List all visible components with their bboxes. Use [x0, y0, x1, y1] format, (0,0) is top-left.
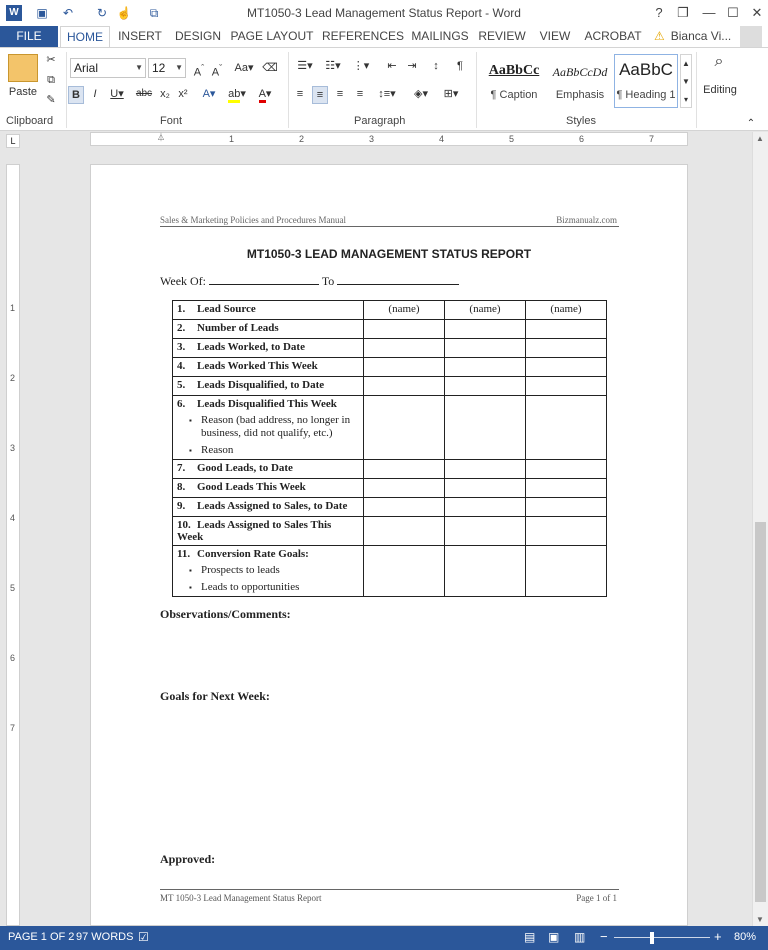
row-label-cell[interactable] [173, 546, 364, 597]
footer-left: MT 1050-3 Lead Management Status Report [160, 893, 322, 903]
week-start-blank[interactable] [209, 284, 319, 285]
row-label [177, 481, 359, 493]
redo-icon[interactable]: ↻ [96, 6, 108, 20]
week-of-line[interactable] [160, 274, 459, 289]
zoom-out-icon[interactable]: − [600, 929, 608, 944]
row-number: 9. [177, 500, 186, 512]
style-sample: AaBbC [619, 60, 673, 79]
tab-page-layout[interactable]: PAGE LAYOUT [230, 29, 314, 43]
value-cell[interactable] [445, 479, 526, 498]
binoculars-icon: ⌕ [714, 53, 724, 70]
tab-references[interactable]: REFERENCES [321, 29, 404, 43]
row-label-text: Leads Assigned to Sales This Week [177, 519, 332, 543]
read-mode-icon[interactable]: ▤ [524, 930, 536, 944]
ribbon [0, 47, 768, 131]
row-label-cell[interactable] [173, 498, 364, 517]
value-cell[interactable] [445, 396, 526, 460]
value-cell[interactable] [526, 479, 607, 498]
ruler-number: 2 [10, 373, 16, 383]
sub-item: ▪ Reason (bad address, no longer in business, did not qualify, etc.) [177, 414, 359, 440]
tab-selector[interactable]: L [6, 134, 20, 148]
value-cell[interactable] [445, 377, 526, 396]
highlight-color-icon[interactable]: ab▾ [226, 86, 248, 102]
value-cell[interactable] [364, 479, 445, 498]
value-cell[interactable] [526, 460, 607, 479]
proofing-icon[interactable]: ☑ [138, 930, 149, 944]
value-cell[interactable] [526, 546, 607, 597]
zoom-level[interactable]: 80% [734, 931, 757, 943]
value-cell[interactable]: (name) [364, 301, 445, 320]
value-cell[interactable] [364, 396, 445, 460]
style-sample: AaBbCc [488, 63, 540, 78]
table-row [173, 517, 607, 546]
close-button[interactable]: ✕ [751, 5, 763, 20]
style-name: ¶ Heading 1 [616, 89, 676, 101]
align-right-icon[interactable]: ≡ [336, 88, 344, 100]
style-name: Emphasis [555, 89, 605, 101]
table-row [173, 479, 607, 498]
row-label [177, 379, 359, 391]
value-cell[interactable] [364, 517, 445, 546]
value-cell[interactable] [364, 498, 445, 517]
week-of-label: Week Of: [160, 274, 207, 288]
value-cell[interactable] [445, 517, 526, 546]
collapse-ribbon-icon[interactable]: ⌃ [746, 118, 756, 129]
value-cell[interactable] [445, 546, 526, 597]
value-cell[interactable] [526, 339, 607, 358]
row-label [177, 398, 359, 410]
word-count[interactable]: 97 WORDS [76, 931, 134, 943]
ruler-number: 6 [10, 653, 16, 663]
style-name: ¶ Caption [490, 89, 538, 101]
vertical-scrollbar[interactable] [752, 132, 768, 926]
row-label-text: Leads Disqualified, to Date [197, 379, 325, 391]
footer-rule [160, 889, 619, 890]
row-number: 11. [177, 548, 191, 560]
row-number: 6. [177, 398, 186, 410]
undo-icon[interactable]: ↶ [62, 6, 74, 20]
document-title: MT1050-3 LEAD MANAGEMENT STATUS REPORT [246, 247, 532, 261]
row-label-text: Good Leads This Week [197, 481, 306, 493]
group-divider [696, 52, 697, 128]
footer-right: Page 1 of 1 [576, 893, 617, 903]
row-label [177, 360, 359, 372]
tab-view[interactable]: VIEW [539, 29, 571, 43]
sub-item: ▪ Leads to opportunities [177, 581, 359, 594]
table-row [173, 358, 607, 377]
grow-font-icon[interactable]: $A^ˆ$ [193, 63, 205, 79]
document-page[interactable] [90, 164, 688, 926]
bold-button[interactable]: B [68, 86, 84, 104]
row-label-cell[interactable] [173, 479, 364, 498]
print-layout-icon[interactable]: ▣ [548, 930, 560, 944]
ribbon-tabs [0, 26, 768, 48]
row-label-cell[interactable] [173, 339, 364, 358]
subscript-button[interactable]: x₂ [160, 88, 170, 100]
value-cell[interactable] [364, 546, 445, 597]
row-label [177, 322, 359, 334]
increase-indent-icon[interactable]: ⇥ [407, 60, 417, 72]
font-color-icon[interactable]: A▾ [254, 86, 276, 102]
row-label [177, 548, 359, 560]
value-cell[interactable] [526, 358, 607, 377]
row-number: 1. [177, 303, 186, 315]
superscript-button[interactable]: x² [178, 88, 188, 100]
table-row [173, 320, 607, 339]
table-row [173, 546, 607, 597]
row-label [177, 462, 359, 474]
row-label-text: Good Leads, to Date [197, 462, 293, 474]
scroll-thumb[interactable] [755, 522, 766, 902]
group-divider [476, 52, 477, 128]
row-number: 2. [177, 322, 186, 334]
ruler-number: 4 [10, 513, 16, 523]
table-row [173, 339, 607, 358]
header-left: Sales & Marketing Policies and Procedures Manual [160, 215, 346, 225]
ruler-number: 7 [10, 723, 16, 733]
value-cell[interactable] [364, 460, 445, 479]
borders-icon[interactable]: ⊞▾ [443, 88, 459, 100]
tab-home[interactable]: HOME [60, 26, 110, 48]
ruler-number: 3 [369, 134, 375, 144]
chevron-down-icon: ▼ [175, 63, 183, 72]
window-title: MT1050-3 Lead Management Status Report - Word [247, 6, 521, 20]
week-end-blank[interactable] [337, 284, 459, 285]
zoom-slider[interactable] [614, 937, 710, 938]
value-cell[interactable]: (name) [526, 301, 607, 320]
value-cell[interactable] [526, 396, 607, 460]
value-cell[interactable]: (name) [445, 301, 526, 320]
ruler-number: 1 [229, 134, 235, 144]
clear-formatting-icon[interactable]: ⌫ [262, 62, 278, 74]
row-label-cell[interactable] [173, 301, 364, 320]
customize-toolbar-icon[interactable]: ⧉ [149, 6, 159, 20]
value-cell[interactable] [445, 460, 526, 479]
warning-icon: ⚠ [654, 29, 665, 43]
sub-item: ▪ Prospects to leads [177, 564, 359, 577]
cut-icon[interactable]: ✂ [46, 54, 56, 66]
zoom-in-icon[interactable]: + [714, 929, 722, 944]
editing-button[interactable]: Editing [703, 84, 737, 96]
multilevel-list-icon[interactable]: ⋮▾ [352, 60, 370, 72]
value-cell[interactable] [526, 498, 607, 517]
paste-button[interactable]: Paste [8, 86, 38, 98]
maximize-button[interactable]: ☐ [727, 5, 739, 20]
table-row [173, 301, 607, 320]
observations-heading: Observations/Comments: [160, 607, 291, 621]
bullets-icon[interactable]: ☰▾ [297, 60, 313, 72]
row-label-cell[interactable] [173, 320, 364, 339]
ruler-number: 4 [439, 134, 445, 144]
row-label-cell[interactable] [173, 396, 364, 460]
horizontal-ruler[interactable] [90, 132, 688, 146]
tab-insert[interactable]: INSERT [118, 29, 162, 43]
justify-icon[interactable]: ≡ [356, 88, 364, 100]
row-label-text: Conversion Rate Goals: [197, 548, 309, 560]
minimize-button[interactable]: — [702, 5, 716, 20]
ruler-number: 7 [649, 134, 655, 144]
value-cell[interactable] [364, 358, 445, 377]
value-cell[interactable] [526, 320, 607, 339]
header-right: Bizmanualz.com [556, 215, 617, 225]
tab-mailings[interactable]: MAILINGS [411, 29, 469, 43]
tab-acrobat[interactable]: ACROBAT [584, 29, 642, 43]
header-rule [160, 226, 619, 227]
word-app-icon: W [6, 5, 22, 21]
ruler-number: 1 [10, 303, 16, 313]
font-group-label: Font [160, 115, 183, 127]
row-label-text: Number of Leads [197, 322, 279, 334]
row-label-text: Leads Worked, to Date [197, 341, 305, 353]
paste-icon[interactable] [8, 54, 38, 82]
ruler-number: 6 [579, 134, 585, 144]
row-number: 8. [177, 481, 186, 493]
ruler-number: 5 [509, 134, 515, 144]
sub-item: ▪ Reason [177, 444, 359, 457]
tab-review[interactable]: REVIEW [478, 29, 526, 43]
style-caption[interactable] [482, 54, 546, 108]
value-cell[interactable] [526, 377, 607, 396]
align-left-icon[interactable]: ≡ [296, 88, 304, 100]
row-label [177, 303, 359, 315]
ruler-number: 3 [10, 443, 16, 453]
row-label-text: Leads Assigned to Sales, to Date [197, 500, 348, 512]
row-number: 4. [177, 360, 186, 372]
to-label: To [321, 274, 335, 288]
font-name-combo[interactable] [70, 58, 146, 78]
value-cell[interactable] [364, 320, 445, 339]
show-marks-icon[interactable]: ¶ [457, 60, 463, 72]
line-spacing-icon[interactable]: ↕≡▾ [378, 88, 396, 100]
styles-group-label: Styles [566, 115, 596, 127]
row-number: 5. [177, 379, 186, 391]
goals-heading: Goals for Next Week: [160, 689, 270, 703]
row-label [177, 341, 359, 353]
italic-button[interactable]: I [93, 88, 97, 100]
shrink-font-icon[interactable]: $A^ˇ$ [211, 63, 223, 79]
table-row [173, 396, 607, 460]
row-label-cell[interactable] [173, 377, 364, 396]
zoom-slider-thumb[interactable] [650, 932, 654, 944]
ruler-number: 2 [299, 134, 305, 144]
chevron-down-icon: ▼ [135, 63, 143, 72]
web-layout-icon[interactable]: ▥ [574, 930, 586, 944]
change-case-icon[interactable]: Aa▾ [234, 62, 254, 74]
row-number: 3. [177, 341, 186, 353]
avatar[interactable] [740, 26, 762, 48]
scroll-down-icon[interactable]: ▼ [756, 915, 764, 924]
indent-marker-icon[interactable]: ⏃ [157, 133, 165, 142]
group-divider [66, 52, 67, 128]
row-label [177, 500, 359, 512]
row-label-text: Lead Source [197, 303, 256, 315]
underline-button[interactable]: U▾ [110, 88, 124, 100]
clipboard-group-label: Clipboard [6, 115, 54, 127]
shading-icon[interactable]: ◈▾ [414, 88, 428, 100]
row-label-cell[interactable] [173, 358, 364, 377]
tab-file[interactable]: FILE [0, 26, 58, 48]
scroll-up-icon[interactable]: ▲ [756, 134, 764, 143]
page-count[interactable]: PAGE 1 OF 2 [8, 931, 75, 943]
row-label-text: Leads Disqualified This Week [197, 398, 337, 410]
save-icon[interactable]: ▣ [36, 6, 48, 20]
paragraph-group-label: Paragraph [354, 115, 406, 127]
row-label-text: Leads Worked This Week [197, 360, 318, 372]
style-emphasis[interactable] [548, 54, 612, 108]
decrease-indent-icon[interactable]: ⇤ [387, 60, 397, 72]
copy-icon[interactable]: ⧉ [47, 74, 55, 86]
value-cell[interactable] [526, 517, 607, 546]
group-divider [288, 52, 289, 128]
value-cell[interactable] [445, 320, 526, 339]
table-row [173, 498, 607, 517]
approved-heading: Approved: [160, 852, 216, 866]
row-label-cell[interactable] [173, 460, 364, 479]
table-row [173, 377, 607, 396]
align-center-icon[interactable]: ≡ [312, 86, 328, 104]
user-name[interactable]: Bianca Vi... [670, 29, 732, 43]
vertical-ruler[interactable] [6, 164, 20, 926]
row-label [177, 519, 359, 543]
strikethrough-button[interactable]: abc [135, 88, 153, 99]
tab-design[interactable]: DESIGN [174, 29, 221, 43]
font-size-combo[interactable] [148, 58, 186, 78]
value-cell[interactable] [364, 339, 445, 358]
ribbon-display-button[interactable]: ❐ [677, 5, 689, 20]
style-heading-1[interactable] [614, 54, 678, 108]
format-painter-icon[interactable]: ✎ [46, 94, 56, 106]
text-effects-icon[interactable]: A▾ [202, 88, 216, 100]
touch-mode-icon[interactable]: ☝ [116, 6, 132, 20]
help-button[interactable]: ? [655, 5, 663, 20]
table-row [173, 460, 607, 479]
style-sample: AaBbCcDd [552, 65, 608, 79]
styles-scroll-icon[interactable]: ▲ ▼ ▾ [680, 54, 692, 108]
value-cell[interactable] [445, 498, 526, 517]
font-size-value: 12 [152, 61, 166, 75]
status-table[interactable] [172, 300, 607, 597]
sort-icon[interactable]: ↕ [433, 60, 439, 72]
font-name-value: Arial [74, 61, 99, 75]
status-bar [0, 926, 768, 950]
value-cell[interactable] [445, 339, 526, 358]
row-label-cell[interactable] [173, 517, 364, 546]
row-number: 7. [177, 462, 186, 474]
value-cell[interactable] [445, 358, 526, 377]
value-cell[interactable] [364, 377, 445, 396]
ruler-number: 5 [10, 583, 16, 593]
row-number: 10. [177, 519, 191, 531]
numbering-icon[interactable]: ☷▾ [325, 60, 341, 72]
title-bar [0, 0, 768, 26]
